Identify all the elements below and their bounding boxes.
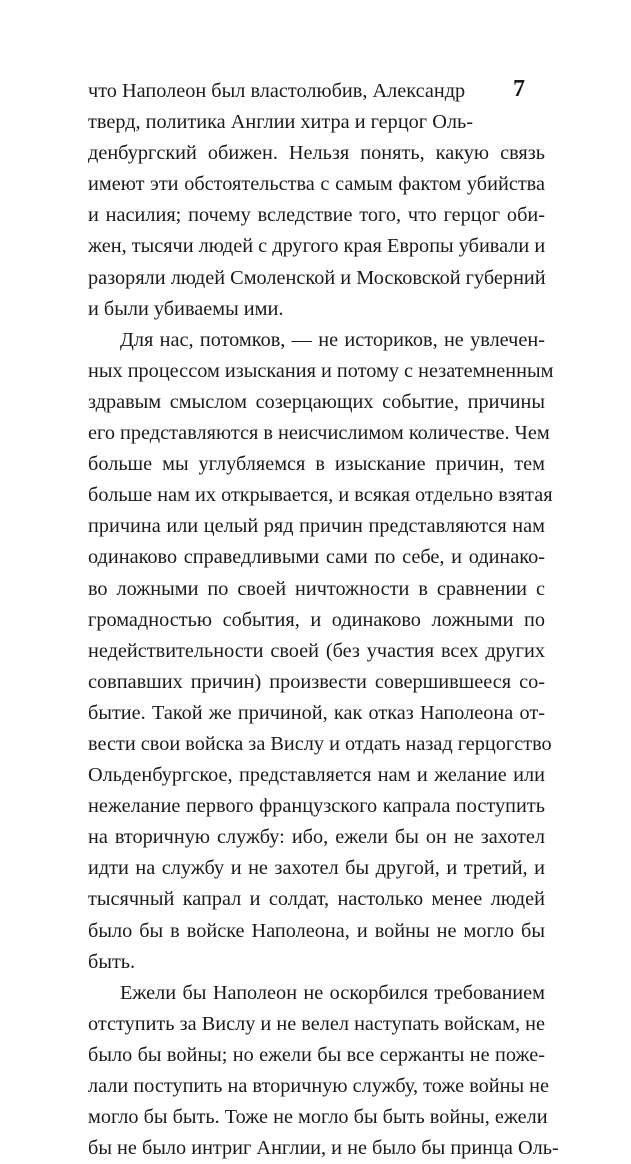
text-line: нежелание первого французского капрала поступить <box>88 795 545 818</box>
text-line: было бы в войске Наполеона, и войны не могло бы <box>88 919 545 942</box>
text-line: тверд, политика Англии хитра и герцог Оль- <box>88 111 473 134</box>
text-line: недействительности своей (без участия всех других <box>88 639 545 662</box>
text-line: ных процессом изыскания и потому с незатемненным <box>88 359 554 382</box>
text-line: бы не было интриг Англии, и не было бы принца Оль- <box>88 1137 559 1160</box>
text-line: денбургский обижен. Нельзя понять, какую связь <box>88 142 545 165</box>
text-line: могло бы быть. Тоже не могло бы быть войны, ежели <box>88 1106 548 1129</box>
text-line: громадностью события, и одинаково ложными по <box>88 608 545 631</box>
text-line: во ложными по своей ничтожности в сравнении с <box>88 577 545 600</box>
body-text <box>88 76 559 1164</box>
text-line: бытие. Такой же причиной, как отказ Наполеона от- <box>88 701 545 724</box>
text-line: больше нам их открывается, и всякая отдельно взятая <box>88 484 553 507</box>
text-line: больше мы углубляемся в изыскание причин, тем <box>88 453 545 476</box>
text-line: разоряли людей Смоленской и Московской губерний <box>88 266 546 289</box>
text-line: жен, тысячи людей с другого края Европы убивали и <box>88 235 546 258</box>
text-line: лали поступить на вторичную службу, тоже войны не <box>88 1075 550 1097</box>
text-line: отступить за Вислу и не велел наступать войскам, не <box>88 1012 545 1035</box>
text-line: причина или целый ряд причин представляются нам <box>88 515 545 538</box>
text-line: Ежели бы Наполеон не оскорбился требованием <box>120 981 545 1004</box>
text-line: здравым смыслом созерцающих событие, причины <box>88 390 545 413</box>
text-line: Для нас, потомков, — не историков, не увлечен- <box>120 328 545 351</box>
text-line: идти на службу и не захотел бы другой, и третий, и <box>88 857 545 880</box>
text-line: одинаково справедливыми сами по себе, и одинако- <box>88 546 545 569</box>
text-line: на вторичную службу: ибо, ежели бы он не захотел <box>88 826 545 849</box>
text-line: Ольденбургское, представляется нам и желание или <box>88 764 545 787</box>
text-line: имеют эти обстоятельства с самым фактом убийства <box>88 173 545 196</box>
text-line: тысячный капрал и солдат, настолько менее людей <box>88 888 545 911</box>
text-line: быть. <box>88 950 136 973</box>
page-number: 7 <box>513 76 525 102</box>
text-line: и были убиваемы ими. <box>88 297 284 320</box>
text-line: совпавших причин) произвести совершившееся со- <box>88 670 545 693</box>
text-line: что Наполеон был властолюбив, Александр <box>88 80 466 102</box>
text-line: было бы войны; но ежели бы все сержанты не поже- <box>88 1043 545 1066</box>
text-line: его представляются в неисчислимом количестве. Чем <box>88 422 550 445</box>
text-line: и насилия; почему вследствие того, что герцог оби- <box>88 204 545 227</box>
text-line: вести свои войска за Вислу и отдать назад герцогство <box>88 732 552 755</box>
